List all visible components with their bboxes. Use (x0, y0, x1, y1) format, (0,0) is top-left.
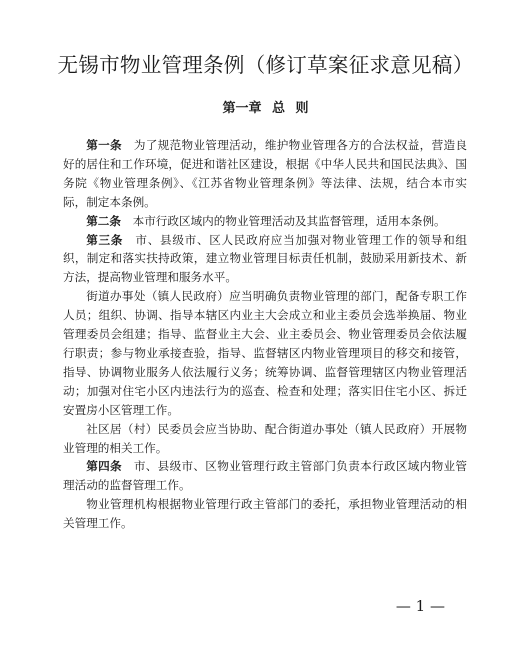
paragraph-text: 市、县级市、区物业管理行政主管部门负责本行政区域内物业管理活动的监督管理工作。 (63, 459, 467, 493)
paragraph (63, 457, 467, 495)
paragraph (63, 495, 467, 533)
paragraph (63, 136, 467, 212)
article-number: 第一条 (86, 138, 122, 152)
paragraph-text: 社区居（村）民委员会应当协助、配合街道办事处（镇人民政府）开展物业管理的相关工作。 (63, 421, 467, 455)
paragraph-text: 物业管理机构根据物业管理行政主管部门的委托，承担物业管理活动的相关管理工作。 (63, 497, 467, 531)
document-title: 无锡市物业管理条例（修订草案征求意见稿） (57, 52, 474, 77)
article-number: 第二条 (86, 213, 121, 228)
paragraph-text: 街道办事处（镇人民政府）应当明确负责物业管理的部门，配备专职工作人员；组织、协调、指导本辖区内业主大会成立和业主委员会选举换届、物业管理委员会组建；指导、监督业主大会、业主委员会、物业管理委员会依法履行职责；参与物业承接查验，指导、监督辖区内物业管理项目的移交和接管，指导、协调物业服务人依法履行义务；统筹协调、监督管理辖区内物业管理活动；加强对住宅小区内违法行为的巡查、检查和处理；落实旧住宅小区、拆迁安置房小区管理工作。 (63, 289, 467, 417)
paragraph (63, 231, 467, 288)
document-body (63, 136, 467, 533)
paragraph-text: 市、县级市、区人民政府应当加强对物业管理工作的领导和组织，制定和落实扶持政策，建立物业管理目标责任机制，鼓励采用新技术、新方法，提高物业管理和服务水平。 (63, 232, 467, 285)
article-number: 第四条 (86, 459, 122, 474)
paragraph (63, 287, 467, 419)
article-number: 第三条 (86, 232, 124, 247)
paragraph-text: 本市行政区域内的物业管理活动及其监督管理，适用本条例。 (132, 213, 446, 228)
paragraph (63, 212, 467, 231)
chapter-heading: 第一章 总 则 (222, 101, 309, 116)
paragraph (63, 420, 467, 458)
page-number: — 1 — (395, 597, 445, 615)
paragraph-text: 为了规范物业管理活动，维护物业管理各方的合法权益，营造良好的居住和工作环境，促进和谐社区建设，根据《中华人民共和国民法典》、国务院《物业管理条例》、《江苏省物业管理条例》等法律、法规，结合本市实际，制定本条例。 (63, 138, 467, 209)
